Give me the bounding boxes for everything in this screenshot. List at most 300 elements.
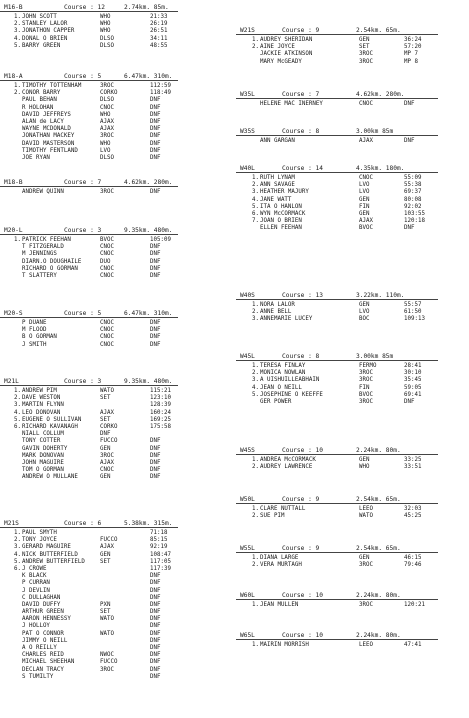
result-row — [0, 623, 232, 630]
results-section-w60l — [236, 592, 469, 608]
result-row — [0, 244, 232, 251]
result-row — [0, 559, 232, 566]
result-row — [0, 573, 232, 580]
section-course: Course : 10 — [282, 592, 323, 599]
club: SET — [100, 395, 111, 402]
runner-name: PAUL SMYTH — [22, 530, 57, 536]
section-header — [236, 165, 469, 172]
time: 55:09 — [404, 175, 422, 181]
result-row — [236, 204, 469, 211]
runner-name: M FLOOD — [22, 327, 47, 334]
time: DNF — [150, 573, 161, 580]
position: 6. — [14, 423, 21, 430]
result-row — [0, 83, 232, 90]
result-row — [0, 431, 232, 438]
time: 34:11 — [150, 35, 168, 42]
section-course: Course : 5 — [64, 310, 102, 317]
runner-name: JOHN SCOTT — [22, 14, 57, 20]
time: DNF — [150, 630, 161, 637]
club: WATO — [100, 630, 114, 637]
position: 2. — [252, 562, 259, 569]
section-header — [236, 353, 469, 360]
section-class: W40S — [240, 292, 255, 299]
result-row — [0, 667, 232, 674]
club: CNOC — [100, 467, 114, 474]
time: 55:57 — [404, 302, 422, 308]
result-row — [0, 237, 232, 244]
results-section-w65l — [236, 632, 469, 648]
result-row — [0, 588, 232, 595]
section-class: W50L — [240, 496, 255, 503]
result-row — [0, 395, 232, 402]
runner-name: WAYNE MCDONALD — [22, 126, 71, 133]
club: WATO — [359, 513, 373, 520]
club: CNOC — [100, 251, 114, 258]
section-header — [236, 27, 469, 34]
club: WHO — [100, 14, 111, 20]
club: 3ROC — [100, 133, 114, 140]
position: 3. — [14, 544, 21, 551]
time: DNF — [150, 133, 161, 140]
results-section-w35s — [236, 128, 469, 144]
runner-name: ANDREW O MULLANE — [22, 474, 78, 481]
section-header — [236, 632, 469, 639]
time: DNF — [150, 189, 161, 195]
time: 92:02 — [404, 203, 422, 210]
results-list — [236, 642, 469, 649]
runner-name: GER POWER — [260, 398, 292, 405]
section-distance: 9.35km. 480m. — [124, 378, 173, 385]
runner-name: M JENNINGS — [22, 251, 57, 258]
runner-name: S TUMILTY — [22, 673, 54, 680]
section-distance: 4.35km. 180m. — [356, 165, 405, 172]
position: 5. — [14, 42, 21, 49]
section-course: Course : 7 — [282, 91, 320, 98]
time: 112:59 — [150, 83, 171, 89]
runner-name: CHARLES REID — [22, 652, 64, 659]
result-row — [0, 259, 232, 266]
section-distance: 4.62km. 280m. — [124, 179, 173, 186]
result-row — [0, 266, 232, 273]
time: 47:41 — [404, 642, 422, 648]
time: 92:19 — [150, 544, 168, 551]
results-section-m21l — [0, 378, 232, 481]
club: SET — [100, 609, 111, 616]
runner-name: ARTHUR GREEN — [22, 609, 64, 616]
time: 175:58 — [150, 423, 171, 430]
club: AJAX — [100, 544, 114, 551]
section-header — [0, 179, 232, 186]
runner-name: STANLEY LALOR — [22, 21, 68, 28]
position: 1. — [252, 457, 259, 463]
time: DNF — [404, 225, 415, 232]
result-row — [0, 446, 232, 453]
section-distance: 6.47km. 310m. — [124, 73, 173, 80]
section-underline — [236, 172, 438, 173]
time: DNF — [150, 609, 161, 616]
club: AJAX — [100, 118, 114, 125]
section-underline — [236, 299, 438, 300]
runner-name: CLARE NUTTALL — [260, 506, 306, 512]
result-row — [0, 580, 232, 587]
result-row — [0, 155, 232, 162]
result-row — [0, 424, 232, 431]
position: 2. — [252, 309, 259, 316]
runner-name: JANE WATT — [260, 196, 292, 203]
time: DNF — [150, 673, 161, 680]
club: 3ROC — [100, 666, 114, 673]
result-row — [0, 119, 232, 126]
club: 3ROC — [100, 452, 114, 459]
position: 1. — [14, 530, 21, 536]
position: 4. — [252, 196, 259, 203]
result-row — [236, 309, 469, 316]
section-header — [236, 447, 469, 454]
club: 3ROC — [100, 189, 114, 195]
position: 1. — [14, 14, 21, 20]
section-distance: 2.74km. 85m. — [124, 4, 169, 11]
result-row — [0, 90, 232, 97]
position: 4. — [14, 409, 21, 416]
position: 3. — [252, 189, 259, 196]
time: DNF — [150, 438, 161, 445]
club: LVO — [359, 182, 370, 189]
runner-name: DAVID JEFFREYS — [22, 111, 71, 118]
result-row — [0, 251, 232, 258]
results-list — [0, 14, 232, 50]
time: 35:45 — [404, 377, 422, 384]
result-row — [0, 36, 232, 43]
club: CNOC — [100, 341, 114, 348]
result-row — [236, 182, 469, 189]
result-row — [236, 370, 469, 377]
section-underline — [0, 186, 178, 187]
time: 55:38 — [404, 182, 422, 189]
section-course: Course : 5 — [64, 73, 102, 80]
runner-name: GAVIN DOHERTY — [22, 445, 68, 452]
section-underline — [236, 98, 438, 99]
results-list — [0, 530, 232, 681]
runner-name: ANDREW BUTTERFIELD — [22, 558, 85, 565]
position: 5. — [252, 203, 259, 210]
club: CNOC — [100, 327, 114, 334]
section-course: Course : 10 — [282, 632, 323, 639]
club: CORKO — [100, 90, 118, 97]
position: 2. — [14, 21, 21, 28]
time: DNF — [150, 652, 161, 659]
time: 69:41 — [404, 391, 422, 398]
position: 7. — [252, 218, 259, 225]
runner-name: JOE RYAN — [22, 154, 50, 161]
section-header — [0, 378, 232, 385]
results-list — [0, 83, 232, 162]
section-course: Course : 6 — [64, 520, 102, 527]
time: 117:39 — [150, 565, 171, 572]
club: BVOC — [100, 237, 114, 243]
runner-name: AUDREY SHERIDAN — [260, 37, 313, 43]
result-row — [0, 327, 232, 334]
runner-name: A UISHUILLEABHAIN — [260, 377, 320, 384]
runner-name: ANDREW QUINN — [22, 189, 64, 195]
position: 6. — [252, 210, 259, 217]
club: 3ROC — [359, 370, 373, 377]
time: DNF — [404, 101, 415, 107]
runner-name: AARON HENNESSY — [22, 616, 71, 623]
time: DNF — [150, 154, 161, 161]
section-header — [236, 292, 469, 299]
results-section-m21s — [0, 520, 232, 680]
section-header — [236, 496, 469, 503]
section-course: Course : 3 — [64, 378, 102, 385]
time: 26:51 — [150, 28, 168, 35]
result-row — [236, 316, 469, 323]
results-list — [236, 555, 469, 569]
result-row — [236, 457, 469, 464]
position: 1. — [252, 642, 259, 648]
section-course: Course : 9 — [282, 27, 320, 34]
result-row — [236, 218, 469, 225]
section-underline — [0, 234, 178, 235]
time: 61:50 — [404, 309, 422, 316]
result-row — [236, 562, 469, 569]
position: 2. — [14, 90, 21, 97]
section-class: W21S — [240, 27, 255, 34]
section-distance: 9.35km. 480m. — [124, 227, 173, 234]
results-section-w40s — [236, 292, 469, 323]
result-row — [0, 133, 232, 140]
time: 69:37 — [404, 189, 422, 196]
runner-name: JACKIE ATKINSON — [260, 51, 313, 58]
section-course: Course : 9 — [282, 545, 320, 552]
runner-name: TOM O GORMAN — [22, 467, 64, 474]
club: CNOC — [100, 320, 114, 326]
section-class: M20-S — [4, 310, 23, 317]
time: DNF — [150, 623, 161, 630]
runner-name: HEATHER MAJURY — [260, 189, 309, 196]
section-header — [236, 128, 469, 135]
results-list — [236, 363, 469, 406]
results-section-m18b — [0, 179, 232, 195]
runner-name: NIALL COLLUM — [22, 431, 64, 438]
section-underline — [236, 552, 438, 553]
section-class: W60L — [240, 592, 255, 599]
time: 45:25 — [404, 513, 422, 520]
time: 71:18 — [150, 530, 168, 536]
club: NWOC — [100, 652, 114, 659]
position: 3. — [252, 377, 259, 384]
time: DNF — [150, 147, 161, 154]
results-list — [236, 457, 469, 471]
club: AJAX — [359, 138, 373, 144]
time: DNF — [150, 341, 161, 348]
section-underline — [236, 34, 438, 35]
runner-name: EUGENE O SULLIVAN — [22, 416, 82, 423]
time: DNF — [150, 580, 161, 587]
club: FUCCO — [100, 659, 118, 666]
time: DNF — [150, 601, 161, 608]
results-list — [236, 37, 469, 66]
result-row — [0, 652, 232, 659]
runner-name: DIARN.O DOUGHAILE — [22, 258, 82, 265]
time: 108:47 — [150, 551, 171, 558]
position: 1. — [252, 302, 259, 308]
time: DNF — [150, 251, 161, 258]
section-header — [236, 592, 469, 599]
result-row — [0, 544, 232, 551]
runner-name: MARY McGEADY — [260, 58, 302, 65]
time: 48:55 — [150, 42, 168, 49]
club: GEN — [359, 555, 370, 561]
results-list — [236, 175, 469, 233]
position: 4. — [14, 35, 21, 42]
time: DNF — [404, 138, 415, 144]
results-list — [236, 101, 469, 108]
time: 105:09 — [150, 237, 171, 243]
club: 3ROC — [359, 58, 373, 65]
runner-name: MAIRIN MORRISH — [260, 642, 309, 648]
result-row — [236, 392, 469, 399]
runner-name: ALAN de LACY — [22, 118, 64, 125]
position: 2. — [252, 464, 259, 471]
club: FUCCO — [100, 438, 118, 445]
result-row — [0, 141, 232, 148]
club: LEEO — [359, 506, 373, 512]
results-section-m16b — [0, 4, 232, 49]
club: GEN — [100, 551, 111, 558]
runner-name: DIANA LARGE — [260, 555, 299, 561]
club: CNOC — [100, 104, 114, 111]
time: 117:05 — [150, 558, 171, 565]
result-row — [0, 112, 232, 119]
club: 3ROC — [359, 602, 373, 608]
time: DNF — [150, 616, 161, 623]
result-row — [0, 189, 232, 196]
result-row — [0, 410, 232, 417]
time: 79:46 — [404, 562, 422, 569]
result-row — [236, 101, 469, 108]
runner-name: PAUL BEHAN — [22, 97, 57, 104]
runner-name: RICHARD KAVANAGH — [22, 423, 78, 430]
runner-name: JIMMY O NEILL — [22, 637, 68, 644]
position: 3. — [14, 402, 21, 409]
club: PXN — [100, 601, 111, 608]
section-underline — [0, 385, 178, 386]
result-row — [0, 453, 232, 460]
runner-name: NICK BUTTERFIELD — [22, 551, 78, 558]
club: FIN — [359, 203, 370, 210]
runner-name: LEO DONOVAN — [22, 409, 61, 416]
section-underline — [236, 454, 438, 455]
result-row — [0, 638, 232, 645]
time: 128:39 — [150, 402, 171, 409]
result-row — [0, 21, 232, 28]
section-class: W35L — [240, 91, 255, 98]
section-underline — [236, 135, 438, 136]
position: 5. — [14, 416, 21, 423]
results-list — [0, 320, 232, 349]
time: 118:49 — [150, 90, 171, 97]
runner-name: JOAN O BRIEN — [260, 218, 302, 225]
club: WHO — [100, 21, 111, 28]
club: GEN — [359, 37, 370, 43]
club: LVO — [100, 147, 111, 154]
section-course: Course : 8 — [282, 353, 320, 360]
time: DNF — [150, 244, 161, 251]
result-row — [0, 566, 232, 573]
time: DNF — [150, 467, 161, 474]
results-section-w55l — [236, 545, 469, 569]
runner-name: ANN SAVAGE — [260, 182, 295, 189]
time: DNF — [150, 334, 161, 341]
club: DLSO — [100, 154, 114, 161]
runner-name: TIMOTHY FENTLAND — [22, 147, 78, 154]
position: 4. — [14, 551, 21, 558]
runner-name: DECLAN TRACY — [22, 666, 64, 673]
result-row — [0, 126, 232, 133]
section-course: Course : 9 — [282, 496, 320, 503]
time: 59:05 — [404, 384, 422, 391]
results-list — [0, 237, 232, 280]
section-underline — [0, 11, 178, 12]
section-distance: 3.22km. 110m. — [356, 292, 405, 299]
club: DNF — [100, 431, 111, 438]
section-header — [0, 520, 232, 527]
results-list — [236, 138, 469, 145]
time: DNF — [150, 587, 161, 594]
club: GEN — [359, 457, 370, 463]
club: WHO — [100, 140, 111, 147]
runner-name: MONICA NOWLAN — [260, 370, 306, 377]
runner-name: JONATHON CAPPER — [22, 28, 75, 35]
position: 1. — [252, 363, 259, 369]
section-underline — [0, 317, 178, 318]
runner-name: ANDREW PIM — [22, 388, 57, 394]
section-course: Course : 8 — [282, 128, 320, 135]
result-row — [0, 342, 232, 349]
time: 80:08 — [404, 196, 422, 203]
result-row — [0, 28, 232, 35]
runner-name: ELLEN FEEHAN — [260, 225, 302, 232]
result-row — [236, 464, 469, 471]
result-row — [236, 51, 469, 58]
result-row — [236, 399, 469, 406]
position: 5. — [252, 391, 259, 398]
result-row — [0, 438, 232, 445]
club: LVO — [359, 189, 370, 196]
results-section-w50l — [236, 496, 469, 520]
section-distance: 2.24km. 80m. — [356, 592, 401, 599]
section-header — [0, 73, 232, 80]
section-class: M18-B — [4, 179, 23, 186]
runner-name: TERESA FINLAY — [260, 363, 306, 369]
section-distance: 6.47km. 310m. — [124, 310, 173, 317]
club: WHO — [100, 111, 111, 118]
club: CNOC — [359, 175, 373, 181]
runner-name: ANNE BELL — [260, 309, 292, 316]
result-row — [236, 175, 469, 182]
results-list — [236, 506, 469, 520]
runner-name: BARRY GREEN — [22, 42, 61, 49]
results-section-m18a — [0, 73, 232, 161]
time: 26:19 — [150, 21, 168, 28]
time: DNF — [150, 645, 161, 651]
result-row — [236, 302, 469, 309]
section-distance: 4.62km. 280m. — [356, 91, 405, 98]
position: 2. — [252, 182, 259, 189]
section-class: W40L — [240, 165, 255, 172]
section-class: M21L — [4, 378, 19, 385]
result-row — [0, 97, 232, 104]
